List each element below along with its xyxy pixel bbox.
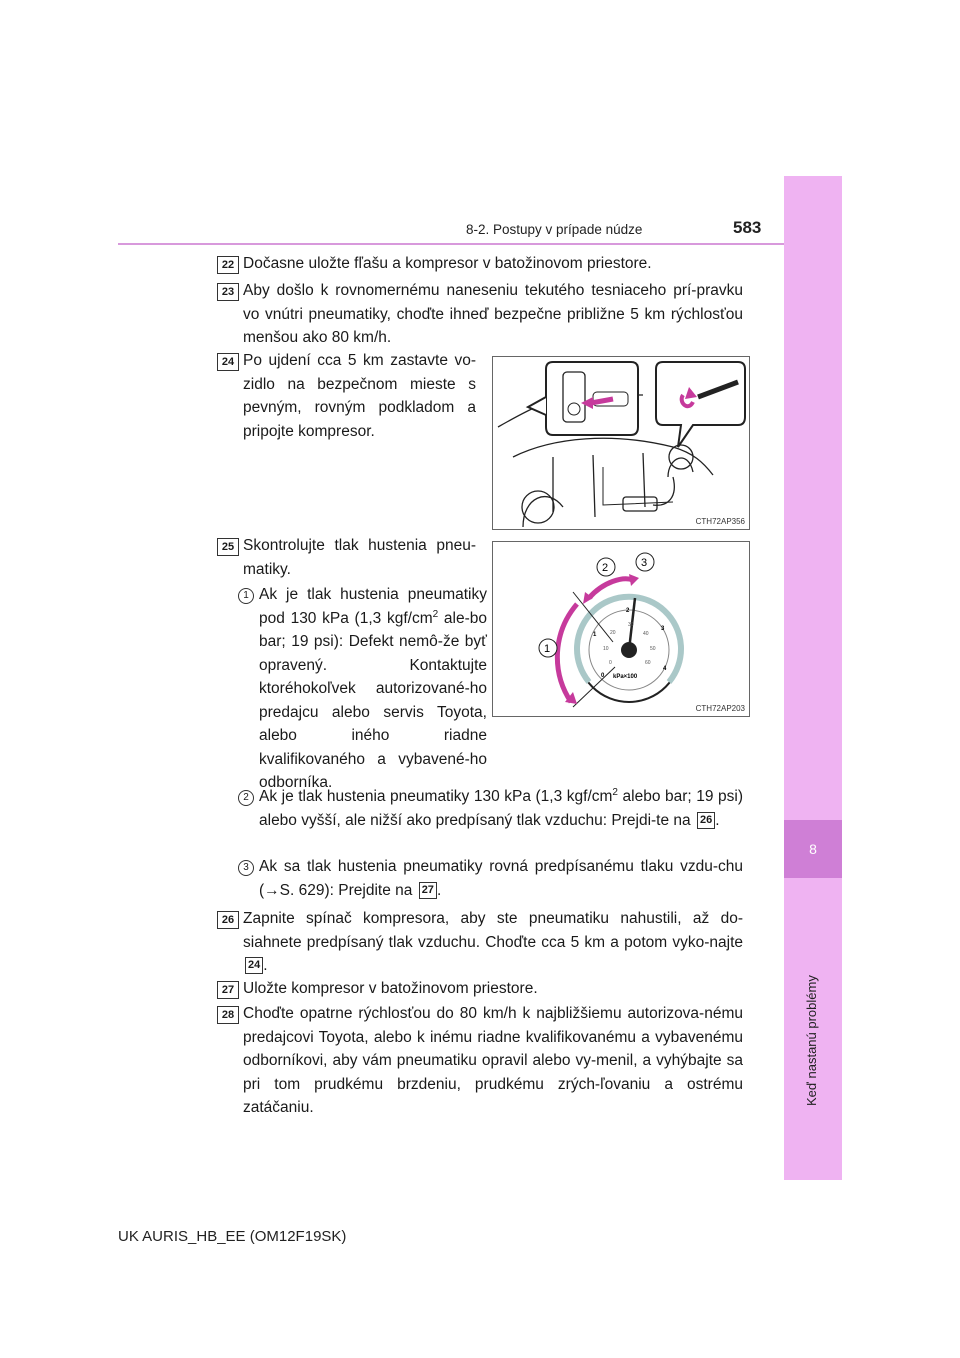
step-22-text: Dočasne uložte fľašu a kompresor v batožinovom priestore. [243, 255, 652, 272]
tire-gauge-illustration [493, 542, 749, 716]
step-number-24: 24 [217, 353, 239, 371]
step-25-text: Skontrolujte tlak hustenia pneu-matiky. [243, 537, 476, 578]
gauge-inner-tick-10: 10 [603, 646, 609, 652]
car-compressor-illustration [493, 357, 749, 529]
substep-1-sup: 2 [432, 608, 439, 620]
step-28-text: Choďte opatrne rýchlosťou do 80 km/h k najbližšiemu autorizova-nému predajcovi Toyota, alebo k inému riadne kvalifikovanému a vybavenému odborníkovi, aby vám pneumatiku opravil alebo vy-menil, a vyhýbajte sa pri tom prudkému brzdeniu, prudkému zrých-ľovaniu a ostrému zatáčaniu. [243, 1005, 743, 1116]
gauge-inner-tick-0: 0 [609, 660, 612, 666]
step-26-text-b: . [263, 957, 268, 974]
step-number-27: 27 [217, 981, 239, 999]
goto-step-26-link[interactable]: 26 [697, 812, 715, 829]
step-number-28: 28 [217, 1006, 239, 1024]
chapter-label-box [798, 880, 826, 1110]
substep-1-text-b: ale-bo bar; 19 psi): Defekt nemô-že byť opravený. Kontaktujte ktoréhokoľvek autorizované-ho predajcu alebo servis Toyota, alebo iného riadne kvalifikovaného a vybavené-ho odborníka. [259, 609, 487, 791]
figure-2-code: CTH72AP203 [695, 704, 745, 713]
substep-3-text-c: . [436, 881, 442, 899]
substep-3-text-a: Ak sa tlak hustenia pneumatiky rovná predpísanému tlaku vzdu-chu ( [259, 858, 743, 899]
step-27-text: Uložte kompresor v batožinovom priestore. [243, 980, 538, 997]
gauge-inner-tick-30: 30 [628, 622, 634, 628]
figure-1-code: CTH72AP356 [695, 517, 745, 526]
gauge-outer-tick-2: 2 [626, 608, 630, 614]
step-number-22: 22 [217, 256, 239, 274]
gauge-inner-tick-60: 60 [645, 660, 651, 666]
chapter-number: 8 [809, 841, 817, 857]
compressor-connection-figure [492, 356, 750, 530]
substep-3-text [259, 855, 743, 902]
page-number: 583 [733, 218, 762, 237]
callout-3: 3 [641, 557, 648, 569]
header-rule [118, 243, 784, 245]
gauge-inner-tick-20: 20 [610, 630, 616, 636]
step-number-25: 25 [217, 538, 239, 556]
section-title: 8-2. Postupy v prípade núdze [466, 222, 643, 237]
gauge-outer-tick-0: 0 [601, 673, 605, 679]
substep-3-text-b: S. 629): Prejdite na [279, 881, 413, 899]
step-number-23: 23 [217, 283, 239, 301]
arrow-icon: → [264, 881, 280, 899]
step-26-text [243, 907, 743, 978]
step-24-text: Po ujdení cca 5 km zastavte vo-zidlo na bezpečnom mieste s pevným, rovným podkladom a pripojte kompresor. [243, 352, 476, 440]
chapter-label: Keď nastanú problémy [804, 975, 819, 1106]
gauge-outer-tick-1: 1 [593, 632, 597, 638]
substep-2-sup: 2 [612, 786, 618, 798]
gauge-unit: kPa×100 [613, 674, 638, 680]
substep-1-text [259, 583, 487, 795]
substep-number-1: 1 [238, 588, 254, 604]
step-26-text-a: Zapnite spínač kompresora, aby ste pneumatiku nahustili, až do-siahnete predpísaný tlak vzduchu. Choďte cca 5 km a potom vyko-najte [243, 910, 743, 951]
document-footer: UK AURIS_HB_EE (OM12F19SK) [118, 1228, 347, 1245]
substep-number-2: 2 [238, 790, 254, 806]
callout-1: 1 [544, 643, 551, 655]
callout-2: 2 [602, 562, 609, 574]
chapter-number-tab [784, 820, 842, 878]
substep-2-text [259, 785, 743, 832]
pressure-gauge-figure [492, 541, 750, 717]
step-23-text: Aby došlo k rovnomernému naneseniu tekutého tesniaceho prí-pravku vo vnútri pneumatiky, choďte ihneď bezpečne približne 5 km rýchlosťou menšou ako 80 km/h. [243, 282, 743, 346]
gauge-inner-tick-40: 40 [643, 631, 649, 637]
substep-2-text-a: Ak je tlak hustenia pneumatiky 130 kPa (1,3 kgf/cm [259, 788, 613, 805]
step-number-26: 26 [217, 911, 239, 929]
goto-step-27-link[interactable]: 27 [419, 882, 437, 899]
gauge-outer-tick-3: 3 [661, 626, 665, 632]
substep-2-text-c: . [715, 811, 720, 829]
gauge-inner-tick-50: 50 [650, 646, 656, 652]
substep-number-3: 3 [238, 860, 254, 876]
gauge-outer-tick-4: 4 [663, 666, 667, 672]
substep-1-text-a: Ak je tlak hustenia pneumatiky pod 130 kPa (1,3 kgf/cm [259, 586, 487, 627]
substep-2-text-b: alebo bar; 19 psi) alebo vyšší, ale nižší ako predpísaný tlak vzduchu: Prejdi-te na [259, 788, 744, 829]
goto-step-24-link[interactable]: 24 [245, 957, 263, 974]
